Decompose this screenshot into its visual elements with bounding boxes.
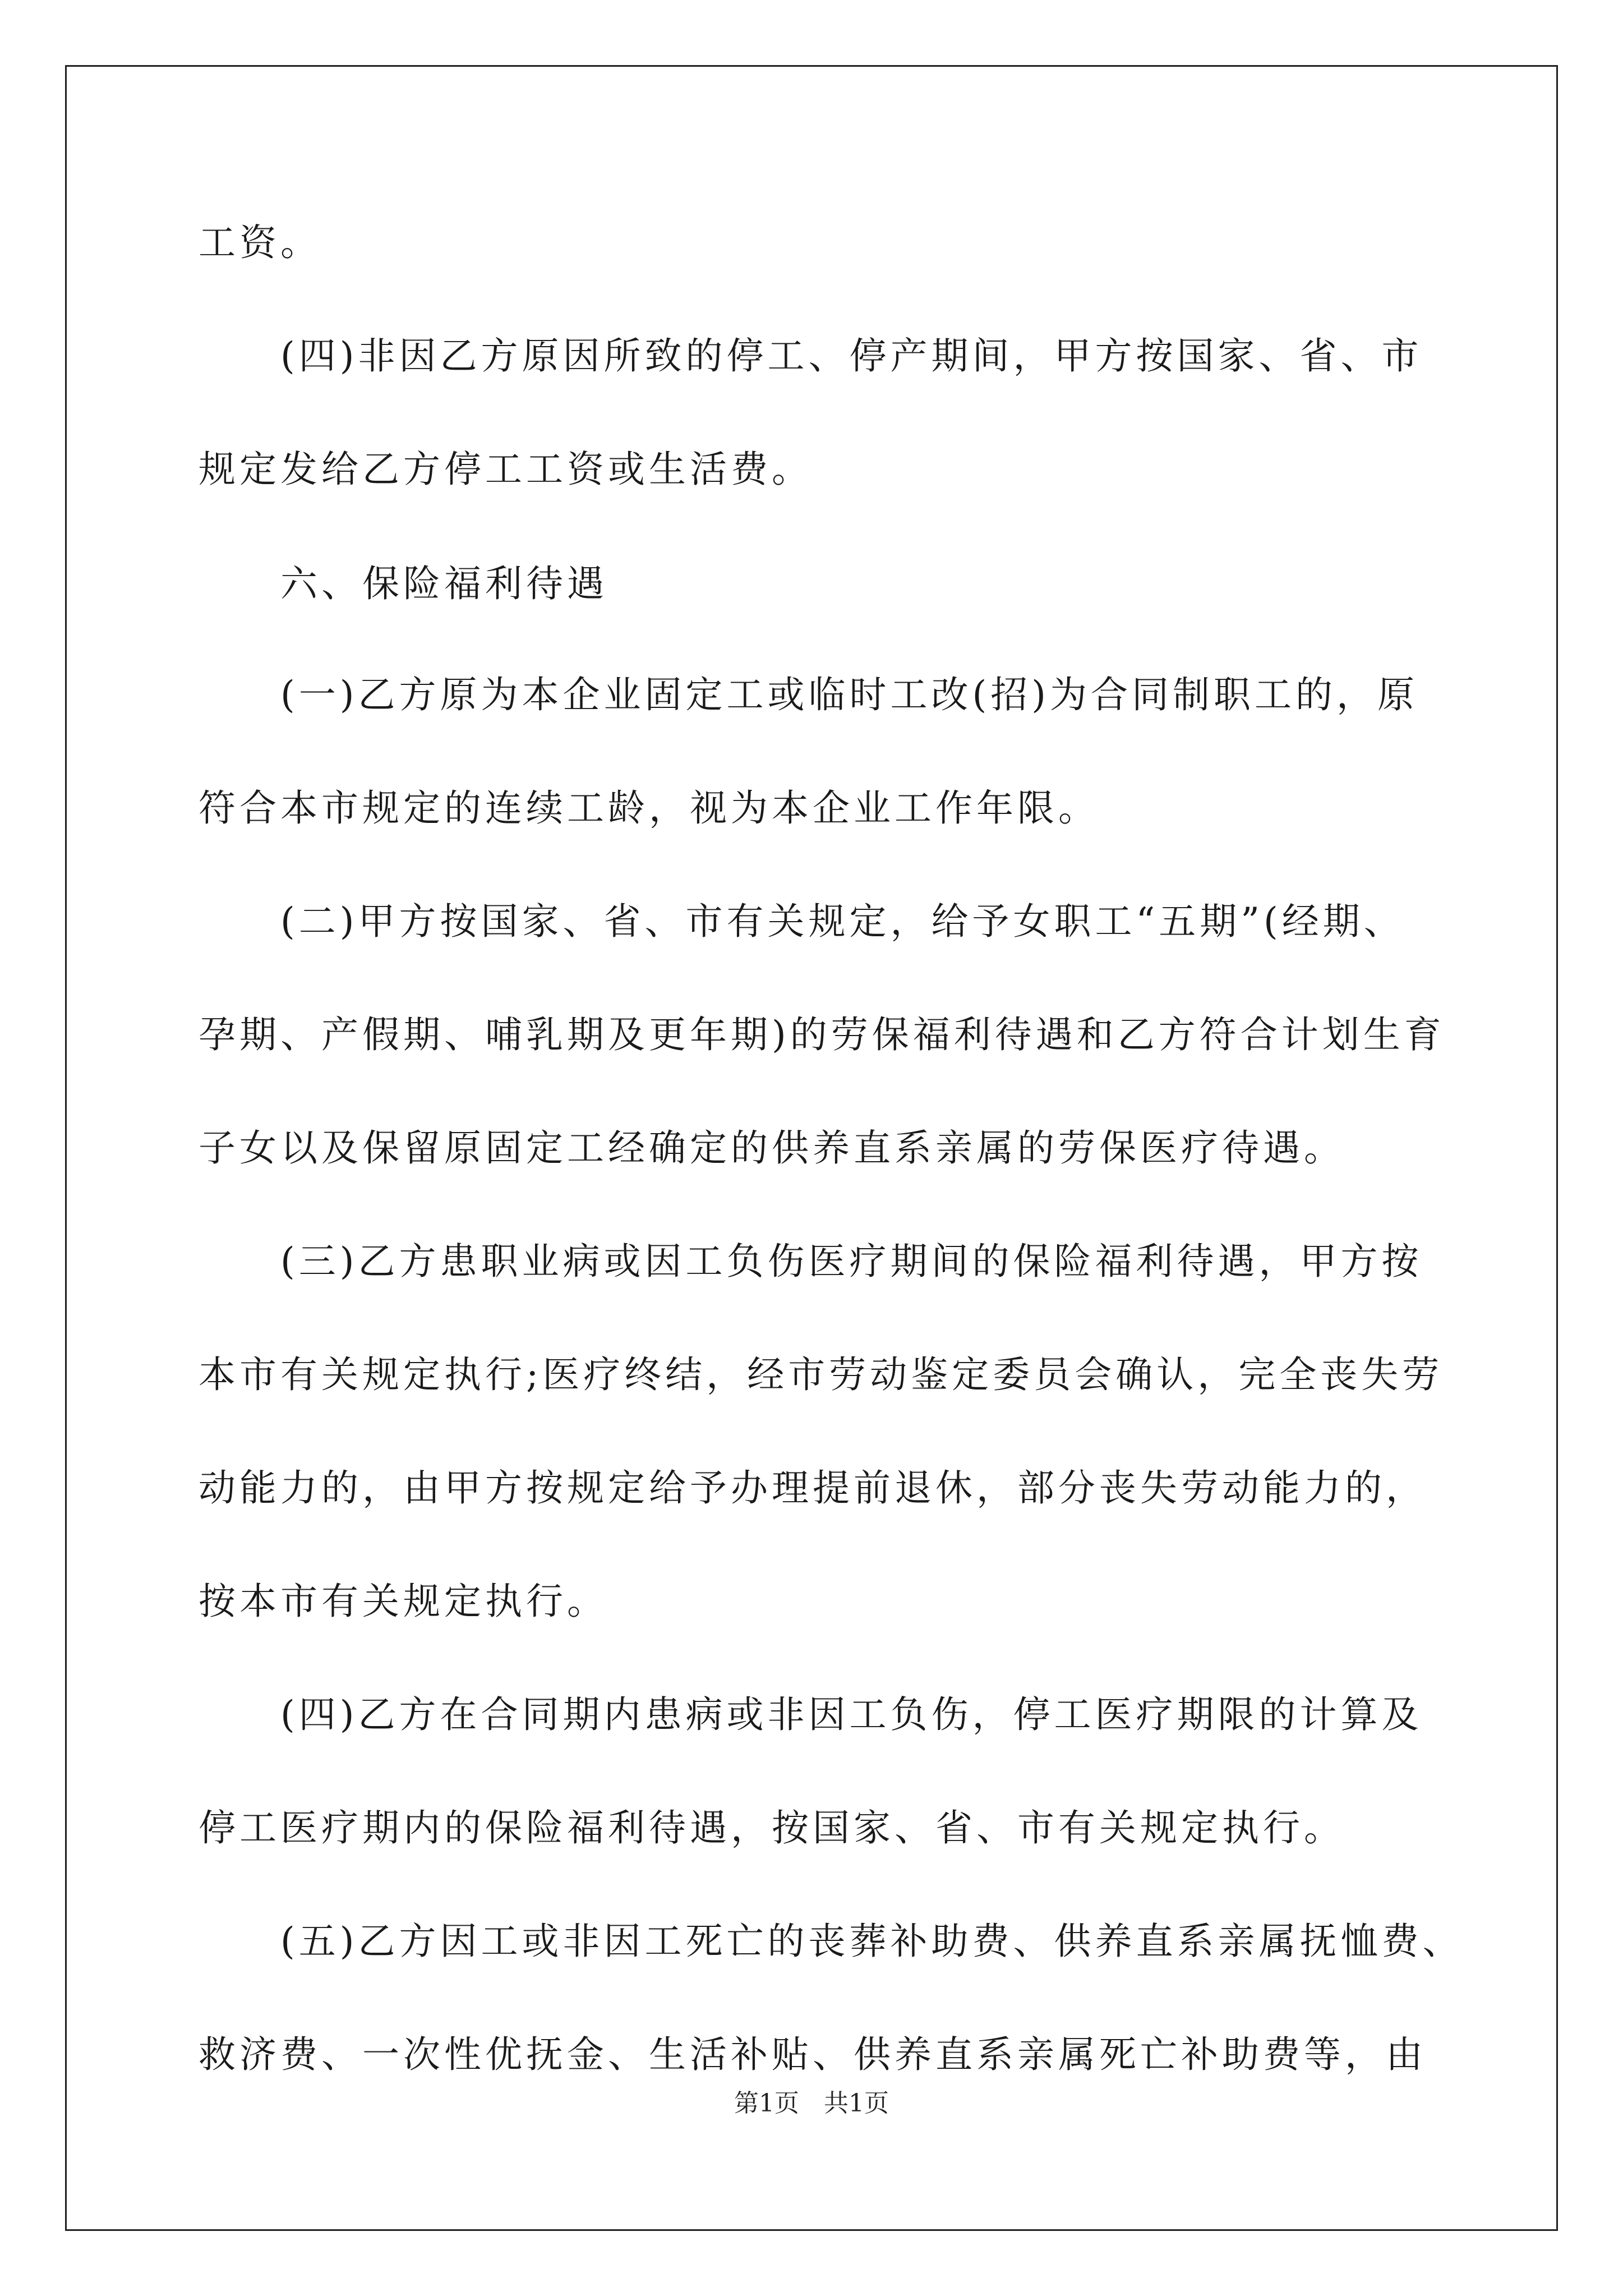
- paragraph-line: (二)甲方按国家、省、市有关规定，给予女职工“五期”(经期、: [280, 900, 1405, 943]
- paragraph-line: (四)乙方在合同期内患病或非因工负伤，停工医疗期限的计算及: [280, 1693, 1423, 1736]
- text-line: 工资。: [199, 221, 321, 264]
- paragraph-line: (三)乙方患职业病或因工负伤医疗期间的保险福利待遇，甲方按: [280, 1240, 1423, 1283]
- text-line: 符合本市规定的连续工龄，视为本企业工作年限。: [199, 786, 1099, 830]
- text-line: 本市有关规定执行;医疗终结，经市劳动鉴定委员会确认，完全丧失劳: [199, 1353, 1444, 1396]
- text-line: 停工医疗期内的保险福利待遇，按国家、省、市有关规定执行。: [199, 1806, 1345, 1849]
- section-heading: 六、保险福利待遇: [280, 562, 608, 605]
- text-line: 按本市有关规定执行。: [199, 1580, 608, 1623]
- page-number-footer: 第1页 共1页: [734, 2089, 889, 2118]
- paragraph-line: (一)乙方原为本企业固定工或临时工改(招)为合同制职工的，原: [280, 673, 1418, 716]
- text-line: 救济费、一次性优抚金、生活补贴、供养直系亲属死亡补助费等，由: [199, 2033, 1427, 2076]
- paragraph-line: (四)非因乙方原因所致的停工、停产期间，甲方按国家、省、市: [280, 334, 1423, 378]
- text-line: 子女以及保留原固定工经确定的供养直系亲属的劳保医疗待遇。: [199, 1126, 1345, 1170]
- paragraph-line: (五)乙方因工或非因工死亡的丧葬补助费、供养直系亲属抚恤费、: [280, 1920, 1464, 1963]
- text-line: 规定发给乙方停工工资或生活费。: [199, 448, 813, 491]
- text-line: 动能力的，由甲方按规定给予办理提前退休，部分丧失劳动能力的，: [199, 1466, 1427, 1510]
- text-line: 孕期、产假期、哺乳期及更年期)的劳保福利待遇和乙方符合计划生育: [199, 1013, 1445, 1056]
